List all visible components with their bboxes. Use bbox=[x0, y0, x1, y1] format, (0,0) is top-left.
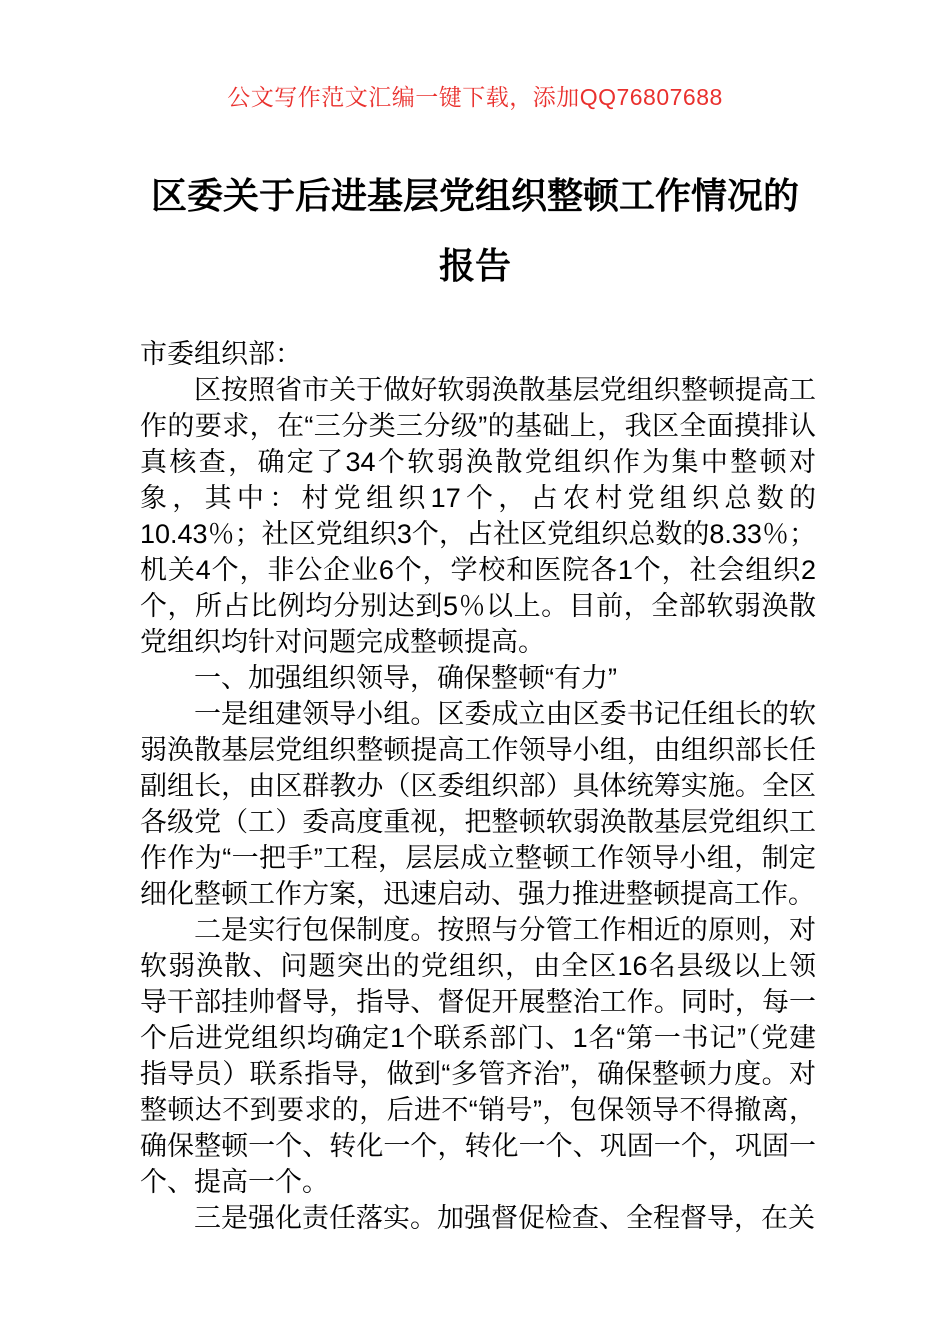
paragraph-point-2: 二是实行包保制度。按照与分管工作相近的原则，对软弱涣散、问题突出的党组织，由全区16名县级以上领导干部挂帅督导，指导、督促开展整治工作。同时，每一个后进党组织均确定1个联系部门、1名“第一书记”（党建指导员）联系指导，做到“多管齐治”，确保整顿力度。对整顿达不到要求的，后进不“销号”，包保领导不得撤离，确保整顿一个、转化一个，转化一个、巩固一个，巩固一个、提高一个。 bbox=[140, 915, 816, 1197]
promo-text: 公文写作范文汇编一键下载，添加QQ76807688 bbox=[227, 84, 723, 110]
salutation-line: 市委组织部： bbox=[140, 339, 302, 369]
promo-banner bbox=[0, 81, 950, 113]
document-title bbox=[0, 161, 950, 301]
document-title-line-2: 报告 bbox=[438, 245, 511, 286]
paragraph-point-1: 一是组建领导小组。区委成立由区委书记任组长的软弱涣散基层党组织整顿提高工作领导小组，由组织部长任副组长，由区群教办（区委组织部）具体统筹实施。全区各级党（工）委高度重视，把整顿软弱涣散基层党组织工作作为“一把手”工程，层层成立整顿工作领导小组，制定细化整顿工作方案，迅速启动、强力推进整顿提高工作。 bbox=[140, 699, 816, 909]
paragraph-point-3: 三是强化责任落实。加强督促检查、全程督导，在关 bbox=[194, 1203, 815, 1233]
section-heading-1: 一、加强组织领导，确保整顿“有力” bbox=[194, 663, 617, 693]
document-body bbox=[140, 336, 816, 1236]
paragraph-intro: 区按照省市关于做好软弱涣散基层党组织整顿提高工作的要求，在“三分类三分级”的基础上，我区全面摸排认真核查，确定了34个软弱涣散党组织作为集中整顿对象，其中：村党组织17个，占农村党组织总数的10.43％；社区党组织3个，占社区党组织总数的8.33％；机关4个，非公企业6个，学校和医院各1个，社会组织2个，所占比例均分别达到5％以上。目前，全部软弱涣散党组织均针对问题完成整顿提高。 bbox=[140, 375, 816, 657]
document-title-line-1: 区委关于后进基层党组织整顿工作情况的 bbox=[150, 175, 799, 216]
